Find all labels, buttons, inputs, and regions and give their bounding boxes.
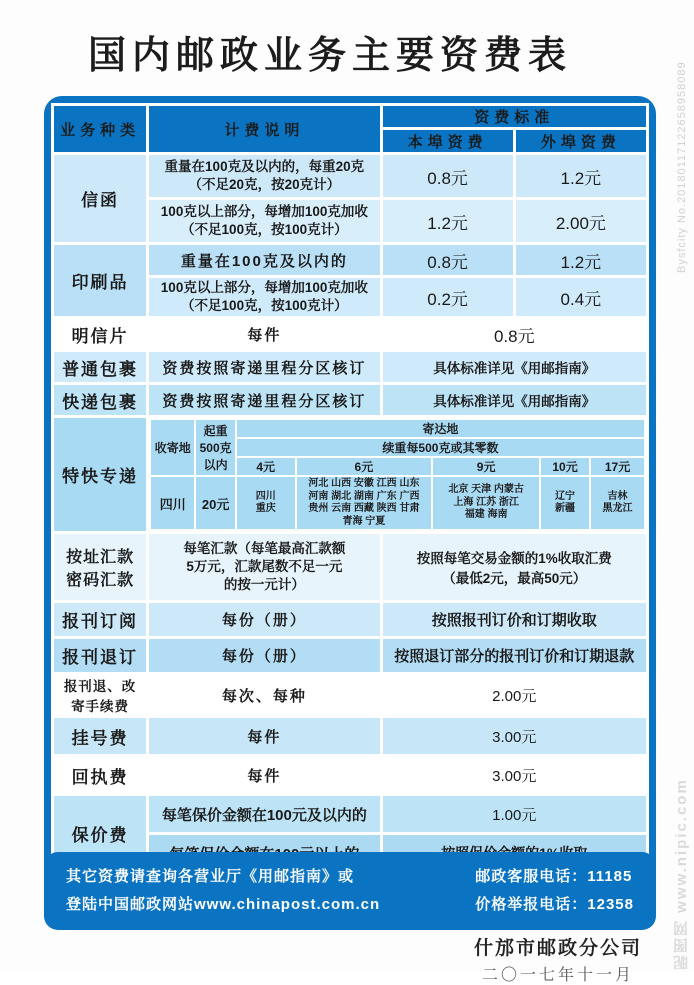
ems-origin: 四川 (151, 477, 194, 529)
insured-fee-1: 1.00元 (383, 796, 646, 832)
printed-desc-1: 重量在100克及以内的 (149, 245, 379, 275)
table-row (54, 796, 646, 832)
table-row (54, 319, 646, 349)
ems-subtable (149, 418, 646, 531)
remittance-fee: 按照每笔交易金额的1%收取汇费 （最低2元，最高50元） (383, 534, 646, 600)
table-row (54, 534, 646, 600)
printed-label: 印刷品 (54, 245, 146, 316)
printed-out-1: 1.2元 (516, 245, 646, 275)
printed-out-2: 0.4元 (516, 278, 646, 316)
ems-base-header: 起重 500克 以内 (196, 420, 234, 475)
receipt-desc: 每件 (149, 757, 379, 793)
header-out-fee: 外埠资费 (516, 130, 646, 152)
parcel-fee: 具体标准详见《用邮指南》 (383, 352, 646, 382)
table-row (54, 718, 646, 754)
table-row (54, 639, 646, 672)
ems-price-10: 10元 (541, 458, 589, 475)
letter-desc-1: 重量在100克及以内的，每重20克 （不足20克，按20克计） (149, 155, 379, 197)
company-name: 什邡市邮政分公司 (473, 938, 642, 959)
change-fee-fee: 2.00元 (383, 675, 646, 715)
letter-local-2: 1.2元 (383, 200, 513, 242)
letter-desc-2: 100克以上部分，每增加100克加收 （不足100克，按100克计） (149, 200, 379, 242)
ems-subtable-cell (149, 418, 646, 531)
table-row (54, 245, 646, 275)
printed-local-1: 0.8元 (383, 245, 513, 275)
ems-zone-2: 河北 山西 安徽 江西 山东 河南 湖北 湖南 广东 广西 贵州 云南 西藏 陕西 甘肃 青海 宁夏 (297, 477, 432, 529)
ems-label: 特快专递 (54, 418, 146, 531)
issue-date: 二〇一七年十一月 (481, 967, 634, 984)
registered-label: 挂号费 (54, 718, 146, 754)
postcard-fee: 0.8元 (383, 319, 646, 349)
subscribe-fee: 按照报刊订价和订期收取 (383, 603, 646, 636)
remittance-label: 按址汇款 密码汇款 (54, 534, 146, 600)
table-row (54, 155, 646, 197)
header-standard: 资费标准 (383, 106, 646, 127)
signature-block (474, 933, 642, 985)
letter-out-1: 1.2元 (516, 155, 646, 197)
ems-price-4: 4元 (237, 458, 295, 475)
parcel-label: 普通包裹 (54, 352, 146, 382)
footer-line-2: 登陆中国邮政网站www.chinapost.com.cn (66, 896, 381, 913)
ems-zone-5: 吉林 黑龙江 (591, 477, 644, 529)
remittance-desc: 每笔汇款（每笔最高汇款额 5万元，汇款尾数不足一元 的按一元计） (149, 534, 379, 600)
express-parcel-desc: 资费按照寄递里程分区核订 (149, 385, 379, 415)
ems-dest-header: 寄达地 (237, 420, 644, 437)
insured-desc-1: 每笔保价金额在100元及以内的 (149, 796, 379, 832)
ems-zone-1: 四川 重庆 (237, 477, 295, 529)
letter-out-2: 2.00元 (516, 200, 646, 242)
ems-zone-3: 北京 天津 内蒙古 上海 江苏 浙江 福建 海南 (433, 477, 539, 529)
postcard-desc: 每件 (149, 319, 379, 349)
ems-origin-header: 收寄地 (151, 420, 194, 475)
subscribe-desc: 每份（册） (149, 603, 379, 636)
watermark-serial: Bysfcity No.20180117122658958089 (676, 61, 688, 273)
header-category: 业务种类 (54, 106, 146, 152)
parcel-desc: 资费按照寄递里程分区核订 (149, 352, 379, 382)
insured-label: 保价费 (54, 796, 146, 871)
printed-local-2: 0.2元 (383, 278, 513, 316)
ems-price-9: 9元 (433, 458, 539, 475)
table-row (54, 675, 646, 715)
footer-info-bar (44, 852, 656, 930)
table-row (54, 418, 646, 531)
ems-zone-4: 辽宁 新疆 (541, 477, 589, 529)
header-billing: 计费说明 (149, 106, 379, 152)
page-title: 国内邮政业务主要资费表 (87, 35, 572, 77)
table-row (54, 352, 646, 382)
express-parcel-fee: 具体标准详见《用邮指南》 (383, 385, 646, 415)
change-fee-desc: 每次、每种 (149, 675, 379, 715)
footer-phone-report: 价格举报电话：12358 (475, 896, 634, 913)
registered-fee: 3.00元 (383, 718, 646, 754)
table-row (54, 385, 646, 415)
subscribe-label: 报刊订阅 (54, 603, 146, 636)
fee-table (51, 103, 649, 874)
change-fee-label: 报刊退、改 寄手续费 (54, 675, 146, 715)
receipt-label: 回执费 (54, 757, 146, 793)
ems-base-fee: 20元 (196, 477, 234, 529)
watermark-nipic: 昵图网 www.nipic.com (673, 778, 690, 970)
unsubscribe-label: 报刊退订 (54, 639, 146, 672)
table-row (54, 757, 646, 793)
letter-label: 信函 (54, 155, 146, 242)
receipt-fee: 3.00元 (383, 757, 646, 793)
footer-line-1: 其它资费请查询各营业厅《用邮指南》或 (66, 868, 355, 886)
letter-local-1: 0.8元 (383, 155, 513, 197)
printed-desc-2: 100克以上部分，每增加100克加收 （不足100克，按100克计） (149, 278, 379, 316)
express-parcel-label: 快递包裹 (54, 385, 146, 415)
ems-addl-header: 续重每500克或其零数 (237, 439, 644, 456)
unsubscribe-desc: 每份（册） (149, 639, 379, 672)
footer-left-text (66, 863, 380, 919)
ems-price-6: 6元 (297, 458, 432, 475)
postcard-label: 明信片 (54, 319, 146, 349)
footer-phone-service: 邮政客服电话：11185 (475, 868, 633, 886)
registered-desc: 每件 (149, 718, 379, 754)
ems-price-17: 17元 (591, 458, 644, 475)
table-row (54, 603, 646, 636)
unsubscribe-fee: 按照退订部分的报刊订价和订期退款 (383, 639, 646, 672)
header-local-fee: 本埠资费 (383, 130, 513, 152)
fee-table-card (44, 96, 656, 881)
footer-right-text (475, 863, 634, 919)
